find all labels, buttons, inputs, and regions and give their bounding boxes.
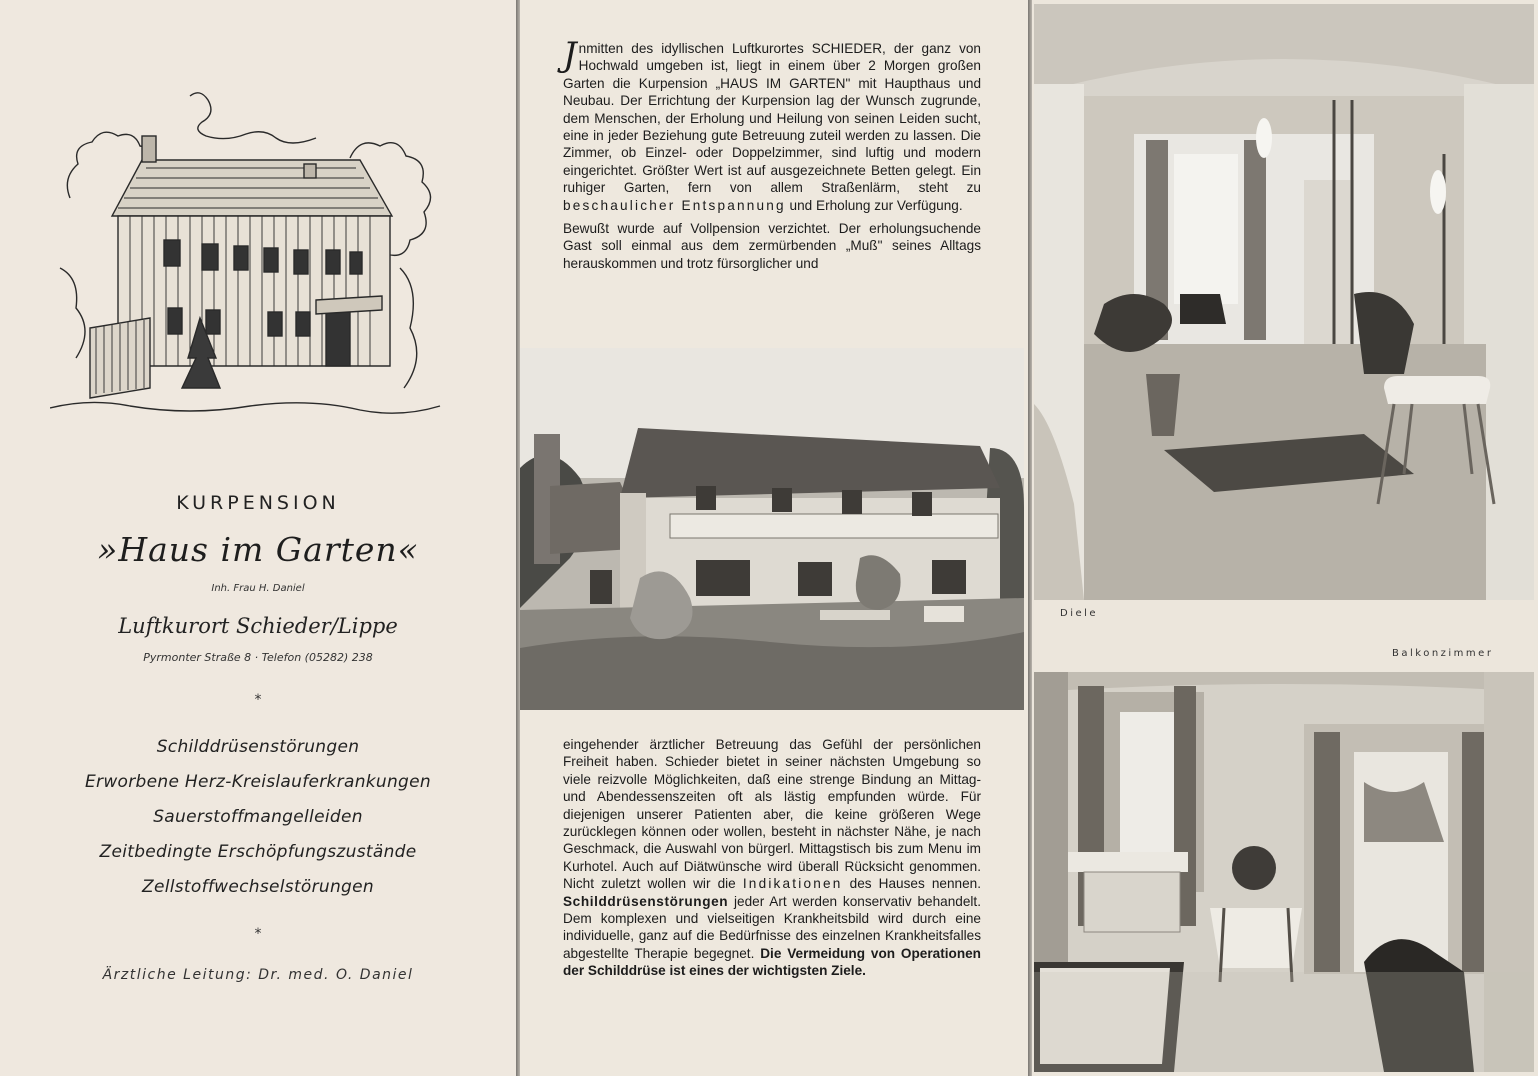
balcony-room-photo [1034, 672, 1534, 1072]
intro-text-block [563, 35, 981, 278]
indication-item: Zeitbedingte Erschöpfungszustände [99, 842, 417, 862]
medical-lead-line: Ärztliche Leitung: Dr. med. O. Daniel [102, 967, 414, 983]
separator-star: * [254, 692, 262, 708]
address-line: Pyrmonter Straße 8 · Telefon (05282) 238 [143, 651, 373, 664]
owner-line: Inh. Frau H. Daniel [211, 583, 305, 594]
cover-panel [0, 0, 516, 1076]
indication-item: Zellstoffwechselstörungen [142, 877, 374, 897]
continued-text-block [563, 736, 981, 986]
photo-caption-room: Balkonzimmer [1392, 648, 1494, 659]
dropcap-letter: J [563, 35, 577, 75]
indication-item: Sauerstoffmangelleiden [153, 807, 363, 827]
second-paragraph: Bewußt wurde auf Vollpension verzichtet. Der erholungsuchende Gast soll einmal aus dem zermürbenden „Muß" seines Alltags herauskommen und trotz fürsorglicher und [563, 221, 981, 271]
indication-item: Schilddrüsenstörungen [156, 737, 360, 757]
house-exterior-photo [520, 348, 1024, 710]
location-line: Luftkurort Schieder/Lippe [118, 614, 398, 638]
hallway-photo [1034, 4, 1534, 600]
house-sketch-illustration [50, 88, 470, 438]
indications-list [0, 732, 516, 907]
indication-item: Erworbene Herz-Kreislauferkrankungen [85, 772, 431, 792]
intro-paragraph: Jnmitten des idyllischen Luftkurortes SCHIEDER, der ganz von Hochwald umgeben ist, liegt in einem über 2 Morgen großen Garten die Kurpension „HAUS IM GARTEN" mit Haupthaus und Neubau. Der Errichtung der Kurpension lag der Wunsch zugrunde, dem Menschen, der Erholung und Heilung von seinen Leiden sucht, eine in jeder Beziehung gute Betreuung zuteil werden zu lassen. Die Zimmer, ob Einzel- oder Doppelzimmer, sind luftig und modern eingerichtet. Größter Wert ist auf ausgezeichnete Betten gelegt. Ein ruhiger Garten, fern von allem Straßenlärm, steht zu beschaulicher Entspannung und Erholung zur Verfügung. [563, 35, 981, 213]
kurpension-heading: KURPENSION [176, 492, 340, 514]
third-paragraph: eingehender ärztlicher Betreuung das Gefühl der persönlichen Freiheit haben. Schieder bietet in seiner nächsten Umgebung so viele reizvolle Möglichkeiten, daß eine strenge Bindung an Mittag- und Abendessenszeiten oft als lästig empfunden würde. Für diejenigen unserer Patienten aber, die keine größeren Wege zurücklegen können oder wollen, besteht in nächster Nähe, je nach Geschmack, die Auswahl von bürgerl. Mittagstisch bis zum Menu im Kurhotel. Auch auf Diätwünsche wird überall Rücksicht genommen. Nicht zuletzt wollen wir die Indikationen des Hauses nennen. Schilddrüsenstörungen jeder Art werden konservativ behandelt. Dem komplexen und vielseitigen Krankheitsbild wird durch eine individuelle, ganz auf die Bedürfnisse des einzelnen Krankheitsfalles abgestellte Therapie begegnet. Die Vermeidung von Operationen der Schilddrüse ist eines der wichtigsten Ziele. [563, 737, 982, 979]
photo-caption-hall: Diele [1060, 608, 1099, 619]
separator-star: * [254, 926, 262, 942]
house-name-title: »Haus im Garten« [97, 530, 419, 569]
